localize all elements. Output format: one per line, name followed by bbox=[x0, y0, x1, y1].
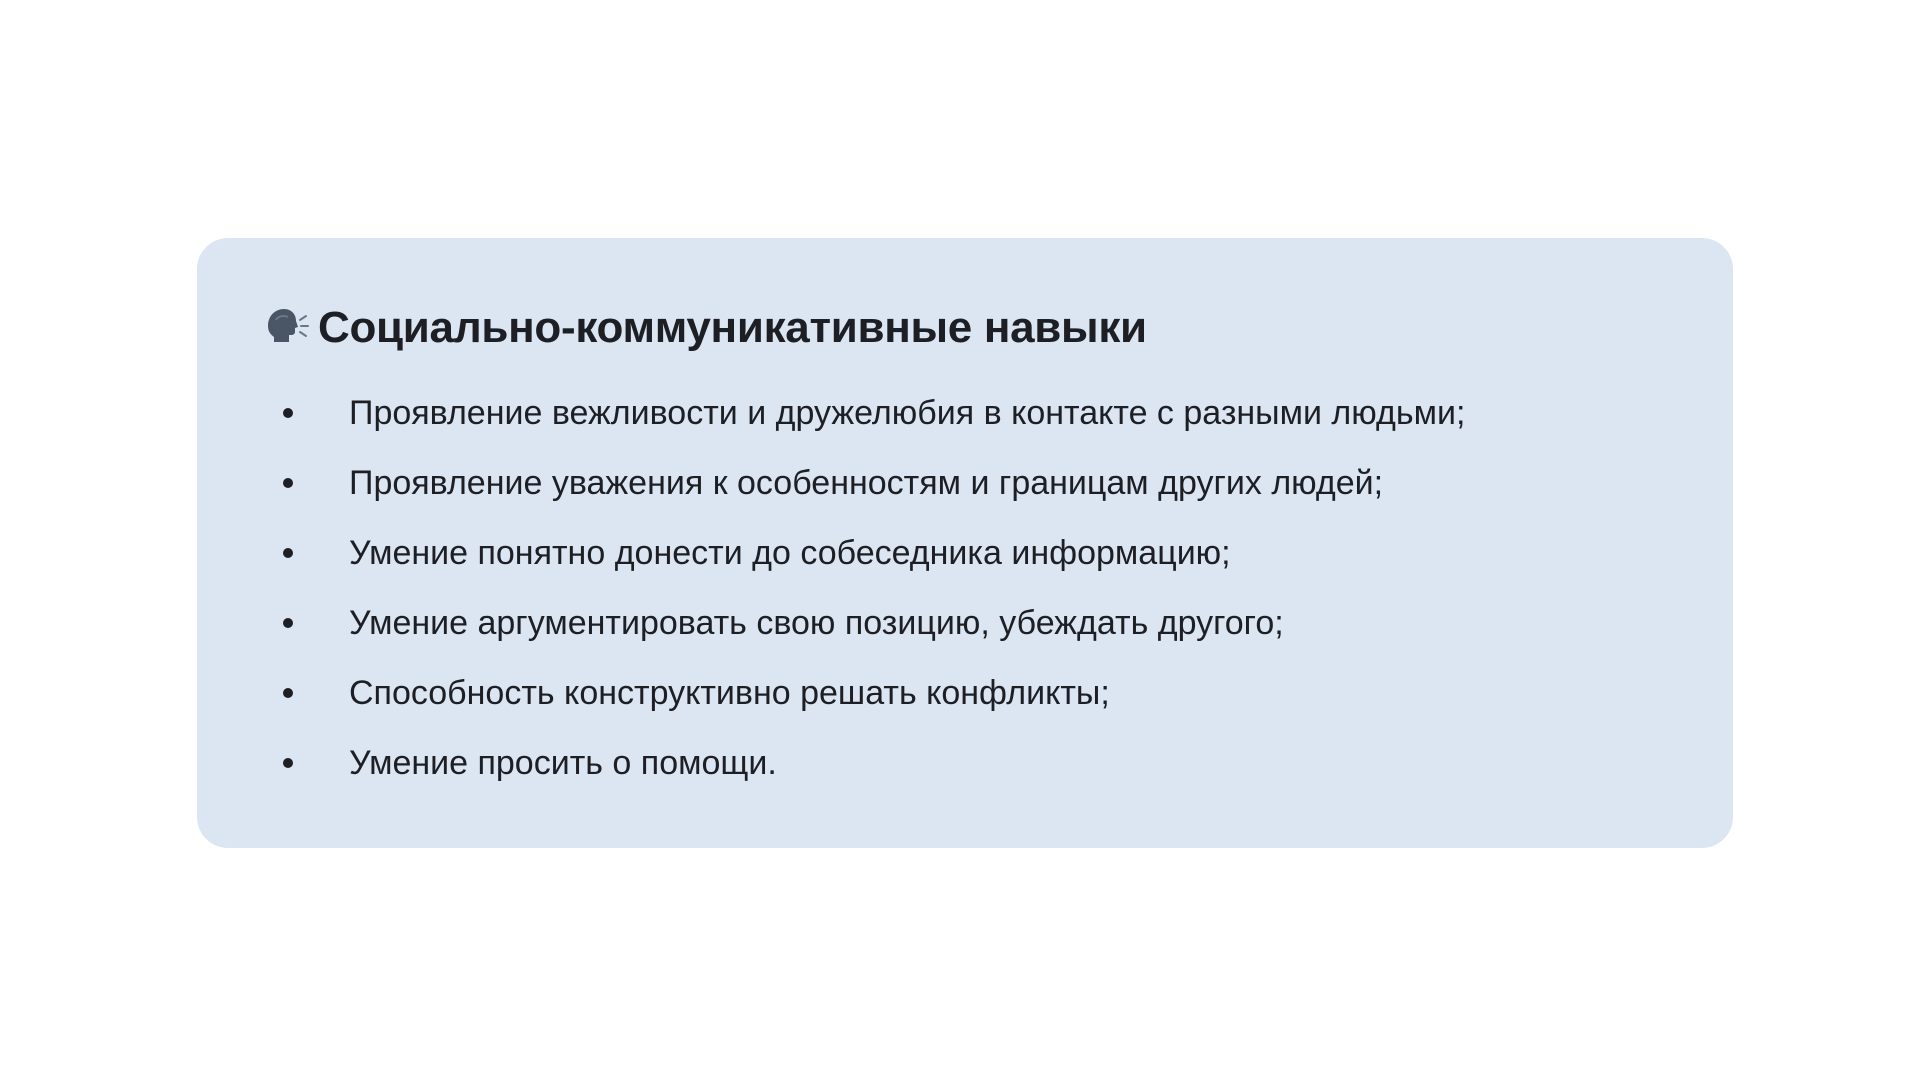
bullet-icon bbox=[283, 548, 293, 558]
skills-card bbox=[197, 238, 1733, 848]
skills-list bbox=[283, 378, 1465, 798]
list-item bbox=[283, 518, 1465, 588]
list-item bbox=[283, 728, 1465, 798]
list-item bbox=[283, 448, 1465, 518]
list-item-text: Проявление вежливости и дружелюбия в контакте с разными людьми; bbox=[349, 394, 1466, 432]
list-item-text: Умение аргументировать свою позицию, убеждать другого; bbox=[349, 604, 1284, 642]
list-item bbox=[283, 588, 1465, 658]
bullet-icon bbox=[283, 478, 293, 488]
list-item-text: Способность конструктивно решать конфликты; bbox=[349, 674, 1110, 712]
bullet-icon bbox=[283, 688, 293, 698]
bullet-icon bbox=[283, 408, 293, 418]
speaking-head-icon bbox=[262, 304, 310, 352]
bullet-icon bbox=[283, 618, 293, 628]
list-item bbox=[283, 378, 1465, 448]
card-heading bbox=[262, 300, 1147, 356]
list-item-text: Умение понятно донести до собеседника информацию; bbox=[349, 534, 1231, 572]
list-item-text: Проявление уважения к особенностям и границам других людей; bbox=[349, 464, 1384, 502]
bullet-icon bbox=[283, 758, 293, 768]
list-item bbox=[283, 658, 1465, 728]
list-item-text: Умение просить о помощи. bbox=[349, 744, 777, 782]
card-title: Социально-коммуникативные навыки bbox=[318, 303, 1147, 352]
